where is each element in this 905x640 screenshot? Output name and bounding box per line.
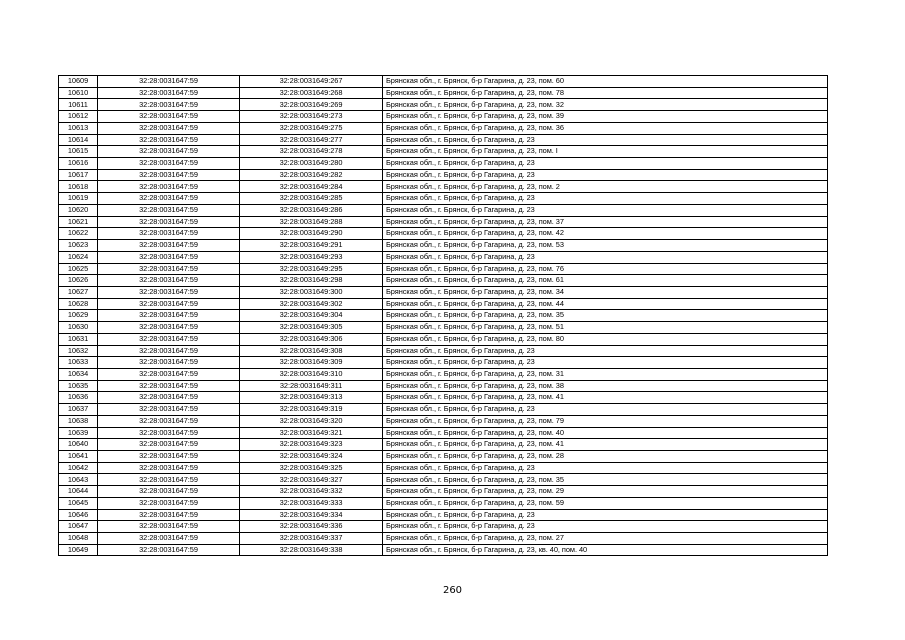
table-row xyxy=(59,497,828,509)
row-number-cell: 10645 xyxy=(59,497,98,509)
table-row xyxy=(59,462,828,474)
table-row xyxy=(59,111,828,123)
cadastral-number-cell: 32:28:0031649:293 xyxy=(240,251,383,263)
cadastral-number-cell: 32:28:0031649:282 xyxy=(240,169,383,181)
table-row xyxy=(59,368,828,380)
table-row xyxy=(59,404,828,416)
cadastral-number-cell: 32:28:0031649:324 xyxy=(240,451,383,463)
address-cell: Брянская обл., г. Брянск, б-р Гагарина, д. 23 xyxy=(383,462,828,474)
cadastral-block-cell: 32:28:0031647:59 xyxy=(98,322,240,334)
cadastral-block-cell: 32:28:0031647:59 xyxy=(98,298,240,310)
address-cell: Брянская обл., г. Брянск, б-р Гагарина, д. 23, пом. 38 xyxy=(383,380,828,392)
row-number-cell: 10633 xyxy=(59,357,98,369)
address-cell: Брянская обл., г. Брянск, б-р Гагарина, д. 23, пом. 78 xyxy=(383,87,828,99)
cadastral-block-cell: 32:28:0031647:59 xyxy=(98,404,240,416)
cadastral-number-cell: 32:28:0031649:320 xyxy=(240,415,383,427)
cadastral-number-cell: 32:28:0031649:273 xyxy=(240,111,383,123)
row-number-cell: 10611 xyxy=(59,99,98,111)
cadastral-block-cell: 32:28:0031647:59 xyxy=(98,251,240,263)
cadastral-number-cell: 32:28:0031649:305 xyxy=(240,322,383,334)
cadastral-number-cell: 32:28:0031649:268 xyxy=(240,87,383,99)
cadastral-number-cell: 32:28:0031649:288 xyxy=(240,216,383,228)
row-number-cell: 10639 xyxy=(59,427,98,439)
table-row xyxy=(59,99,828,111)
row-number-cell: 10647 xyxy=(59,521,98,533)
cadastral-number-cell: 32:28:0031649:334 xyxy=(240,509,383,521)
cadastral-number-cell: 32:28:0031649:333 xyxy=(240,497,383,509)
address-cell: Брянская обл., г. Брянск, б-р Гагарина, д. 23 xyxy=(383,509,828,521)
cadastral-number-cell: 32:28:0031649:336 xyxy=(240,521,383,533)
address-cell: Брянская обл., г. Брянск, б-р Гагарина, д. 23, пом. 29 xyxy=(383,486,828,498)
cadastral-block-cell: 32:28:0031647:59 xyxy=(98,497,240,509)
address-cell: Брянская обл., г. Брянск, б-р Гагарина, д. 23, пом. 36 xyxy=(383,122,828,134)
cadastral-block-cell: 32:28:0031647:59 xyxy=(98,533,240,545)
table-row xyxy=(59,275,828,287)
cadastral-number-cell: 32:28:0031649:302 xyxy=(240,298,383,310)
address-cell: Брянская обл., г. Брянск, б-р Гагарина, д. 23, пом. 80 xyxy=(383,333,828,345)
address-cell: Брянская обл., г. Брянск, б-р Гагарина, д. 23, пом. 53 xyxy=(383,240,828,252)
row-number-cell: 10616 xyxy=(59,158,98,170)
cadastral-number-cell: 32:28:0031649:285 xyxy=(240,193,383,205)
table-row xyxy=(59,427,828,439)
row-number-cell: 10642 xyxy=(59,462,98,474)
row-number-cell: 10636 xyxy=(59,392,98,404)
row-number-cell: 10631 xyxy=(59,333,98,345)
cadastral-number-cell: 32:28:0031649:311 xyxy=(240,380,383,392)
table-row xyxy=(59,216,828,228)
row-number-cell: 10648 xyxy=(59,533,98,545)
row-number-cell: 10641 xyxy=(59,451,98,463)
cadastral-block-cell: 32:28:0031647:59 xyxy=(98,158,240,170)
property-registry-table xyxy=(58,75,828,556)
cadastral-block-cell: 32:28:0031647:59 xyxy=(98,169,240,181)
table-row xyxy=(59,87,828,99)
address-cell: Брянская обл., г. Брянск, б-р Гагарина, д. 23, пом. 61 xyxy=(383,275,828,287)
table-row xyxy=(59,122,828,134)
row-number-cell: 10625 xyxy=(59,263,98,275)
table-row xyxy=(59,322,828,334)
table-row xyxy=(59,380,828,392)
table-row xyxy=(59,345,828,357)
row-number-cell: 10615 xyxy=(59,146,98,158)
cadastral-block-cell: 32:28:0031647:59 xyxy=(98,181,240,193)
table-row xyxy=(59,533,828,545)
cadastral-block-cell: 32:28:0031647:59 xyxy=(98,368,240,380)
row-number-cell: 10619 xyxy=(59,193,98,205)
table-row xyxy=(59,181,828,193)
cadastral-block-cell: 32:28:0031647:59 xyxy=(98,193,240,205)
cadastral-number-cell: 32:28:0031649:319 xyxy=(240,404,383,416)
row-number-cell: 10627 xyxy=(59,286,98,298)
cadastral-block-cell: 32:28:0031647:59 xyxy=(98,275,240,287)
cadastral-block-cell: 32:28:0031647:59 xyxy=(98,392,240,404)
address-cell: Брянская обл., г. Брянск, б-р Гагарина, д. 23, пом. 59 xyxy=(383,497,828,509)
table-row xyxy=(59,169,828,181)
table-row xyxy=(59,392,828,404)
address-cell: Брянская обл., г. Брянск, б-р Гагарина, д. 23, пом. 60 xyxy=(383,76,828,88)
cadastral-block-cell: 32:28:0031647:59 xyxy=(98,333,240,345)
cadastral-block-cell: 32:28:0031647:59 xyxy=(98,204,240,216)
row-number-cell: 10618 xyxy=(59,181,98,193)
address-cell: Брянская обл., г. Брянск, б-р Гагарина, д. 23, пом. 35 xyxy=(383,474,828,486)
cadastral-block-cell: 32:28:0031647:59 xyxy=(98,286,240,298)
table-row xyxy=(59,310,828,322)
cadastral-block-cell: 32:28:0031647:59 xyxy=(98,111,240,123)
cadastral-number-cell: 32:28:0031649:277 xyxy=(240,134,383,146)
cadastral-block-cell: 32:28:0031647:59 xyxy=(98,122,240,134)
cadastral-block-cell: 32:28:0031647:59 xyxy=(98,134,240,146)
row-number-cell: 10643 xyxy=(59,474,98,486)
address-cell: Брянская обл., г. Брянск, б-р Гагарина, д. 23, пом. 39 xyxy=(383,111,828,123)
cadastral-block-cell: 32:28:0031647:59 xyxy=(98,310,240,322)
table-row xyxy=(59,415,828,427)
page-number: 260 xyxy=(442,585,463,596)
cadastral-number-cell: 32:28:0031649:280 xyxy=(240,158,383,170)
row-number-cell: 10610 xyxy=(59,87,98,99)
table-row xyxy=(59,521,828,533)
cadastral-number-cell: 32:28:0031649:298 xyxy=(240,275,383,287)
row-number-cell: 10609 xyxy=(59,76,98,88)
address-cell: Брянская обл., г. Брянск, б-р Гагарина, д. 23, пом. 28 xyxy=(383,451,828,463)
table-row xyxy=(59,204,828,216)
table-row xyxy=(59,439,828,451)
cadastral-number-cell: 32:28:0031649:325 xyxy=(240,462,383,474)
address-cell: Брянская обл., г. Брянск, б-р Гагарина, д. 23, пом. 76 xyxy=(383,263,828,275)
address-cell: Брянская обл., г. Брянск, б-р Гагарина, д. 23, пом. 44 xyxy=(383,298,828,310)
cadastral-number-cell: 32:28:0031649:327 xyxy=(240,474,383,486)
row-number-cell: 10634 xyxy=(59,368,98,380)
cadastral-block-cell: 32:28:0031647:59 xyxy=(98,451,240,463)
row-number-cell: 10632 xyxy=(59,345,98,357)
row-number-cell: 10612 xyxy=(59,111,98,123)
cadastral-number-cell: 32:28:0031649:313 xyxy=(240,392,383,404)
cadastral-block-cell: 32:28:0031647:59 xyxy=(98,509,240,521)
cadastral-block-cell: 32:28:0031647:59 xyxy=(98,76,240,88)
address-cell: Брянская обл., г. Брянск, б-р Гагарина, д. 23, пом. 32 xyxy=(383,99,828,111)
table-row xyxy=(59,286,828,298)
cadastral-block-cell: 32:28:0031647:59 xyxy=(98,439,240,451)
cadastral-block-cell: 32:28:0031647:59 xyxy=(98,474,240,486)
table-row xyxy=(59,251,828,263)
row-number-cell: 10646 xyxy=(59,509,98,521)
cadastral-number-cell: 32:28:0031649:267 xyxy=(240,76,383,88)
table-row xyxy=(59,146,828,158)
table-row xyxy=(59,228,828,240)
table-row xyxy=(59,544,828,556)
cadastral-number-cell: 32:28:0031649:286 xyxy=(240,204,383,216)
row-number-cell: 10617 xyxy=(59,169,98,181)
cadastral-block-cell: 32:28:0031647:59 xyxy=(98,427,240,439)
table-row xyxy=(59,76,828,88)
cadastral-number-cell: 32:28:0031649:269 xyxy=(240,99,383,111)
row-number-cell: 10640 xyxy=(59,439,98,451)
table-row xyxy=(59,357,828,369)
address-cell: Брянская обл., г. Брянск, б-р Гагарина, д. 23 xyxy=(383,404,828,416)
address-cell: Брянская обл., г. Брянск, б-р Гагарина, д. 23, пом. 51 xyxy=(383,322,828,334)
row-number-cell: 10622 xyxy=(59,228,98,240)
address-cell: Брянская обл., г. Брянск, б-р Гагарина, д. 23, пом. 35 xyxy=(383,310,828,322)
cadastral-number-cell: 32:28:0031649:284 xyxy=(240,181,383,193)
cadastral-number-cell: 32:28:0031649:295 xyxy=(240,263,383,275)
address-cell: Брянская обл., г. Брянск, б-р Гагарина, д. 23, пом. 40 xyxy=(383,427,828,439)
cadastral-block-cell: 32:28:0031647:59 xyxy=(98,380,240,392)
row-number-cell: 10623 xyxy=(59,240,98,252)
cadastral-number-cell: 32:28:0031649:323 xyxy=(240,439,383,451)
address-cell: Брянская обл., г. Брянск, б-р Гагарина, д. 23, пом. 37 xyxy=(383,216,828,228)
cadastral-number-cell: 32:28:0031649:290 xyxy=(240,228,383,240)
cadastral-block-cell: 32:28:0031647:59 xyxy=(98,415,240,427)
address-cell: Брянская обл., г. Брянск, б-р Гагарина, д. 23 xyxy=(383,521,828,533)
row-number-cell: 10649 xyxy=(59,544,98,556)
cadastral-block-cell: 32:28:0031647:59 xyxy=(98,228,240,240)
address-cell: Брянская обл., г. Брянск, б-р Гагарина, д. 23, пом. 42 xyxy=(383,228,828,240)
row-number-cell: 10629 xyxy=(59,310,98,322)
row-number-cell: 10644 xyxy=(59,486,98,498)
table-row xyxy=(59,509,828,521)
address-cell: Брянская обл., г. Брянск, б-р Гагарина, д. 23 xyxy=(383,158,828,170)
cadastral-block-cell: 32:28:0031647:59 xyxy=(98,87,240,99)
cadastral-number-cell: 32:28:0031649:321 xyxy=(240,427,383,439)
cadastral-number-cell: 32:28:0031649:332 xyxy=(240,486,383,498)
address-cell: Брянская обл., г. Брянск, б-р Гагарина, д. 23, пом. 27 xyxy=(383,533,828,545)
table-row xyxy=(59,263,828,275)
cadastral-block-cell: 32:28:0031647:59 xyxy=(98,462,240,474)
cadastral-number-cell: 32:28:0031649:337 xyxy=(240,533,383,545)
cadastral-number-cell: 32:28:0031649:275 xyxy=(240,122,383,134)
row-number-cell: 10613 xyxy=(59,122,98,134)
cadastral-number-cell: 32:28:0031649:278 xyxy=(240,146,383,158)
cadastral-block-cell: 32:28:0031647:59 xyxy=(98,146,240,158)
address-cell: Брянская обл., г. Брянск, б-р Гагарина, д. 23, пом. 79 xyxy=(383,415,828,427)
cadastral-number-cell: 32:28:0031649:304 xyxy=(240,310,383,322)
table-row xyxy=(59,333,828,345)
address-cell: Брянская обл., г. Брянск, б-р Гагарина, д. 23, пом. 34 xyxy=(383,286,828,298)
table-row xyxy=(59,134,828,146)
cadastral-block-cell: 32:28:0031647:59 xyxy=(98,521,240,533)
address-cell: Брянская обл., г. Брянск, б-р Гагарина, д. 23, пом. 31 xyxy=(383,368,828,380)
cadastral-number-cell: 32:28:0031649:300 xyxy=(240,286,383,298)
address-cell: Брянская обл., г. Брянск, б-р Гагарина, д. 23 xyxy=(383,357,828,369)
table-row xyxy=(59,486,828,498)
table-row xyxy=(59,193,828,205)
row-number-cell: 10624 xyxy=(59,251,98,263)
cadastral-number-cell: 32:28:0031649:291 xyxy=(240,240,383,252)
row-number-cell: 10614 xyxy=(59,134,98,146)
cadastral-number-cell: 32:28:0031649:338 xyxy=(240,544,383,556)
row-number-cell: 10635 xyxy=(59,380,98,392)
cadastral-number-cell: 32:28:0031649:308 xyxy=(240,345,383,357)
row-number-cell: 10637 xyxy=(59,404,98,416)
row-number-cell: 10620 xyxy=(59,204,98,216)
address-cell: Брянская обл., г. Брянск, б-р Гагарина, д. 23, пом. 41 xyxy=(383,392,828,404)
address-cell: Брянская обл., г. Брянск, б-р Гагарина, д. 23 xyxy=(383,251,828,263)
address-cell: Брянская обл., г. Брянск, б-р Гагарина, д. 23, пом. 41 xyxy=(383,439,828,451)
cadastral-block-cell: 32:28:0031647:59 xyxy=(98,345,240,357)
row-number-cell: 10626 xyxy=(59,275,98,287)
cadastral-block-cell: 32:28:0031647:59 xyxy=(98,240,240,252)
table-row xyxy=(59,451,828,463)
row-number-cell: 10638 xyxy=(59,415,98,427)
cadastral-number-cell: 32:28:0031649:310 xyxy=(240,368,383,380)
cadastral-block-cell: 32:28:0031647:59 xyxy=(98,486,240,498)
row-number-cell: 10630 xyxy=(59,322,98,334)
address-cell: Брянская обл., г. Брянск, б-р Гагарина, д. 23 xyxy=(383,204,828,216)
address-cell: Брянская обл., г. Брянск, б-р Гагарина, д. 23, пом. 2 xyxy=(383,181,828,193)
address-cell: Брянская обл., г. Брянск, б-р Гагарина, д. 23 xyxy=(383,193,828,205)
cadastral-block-cell: 32:28:0031647:59 xyxy=(98,263,240,275)
cadastral-number-cell: 32:28:0031649:306 xyxy=(240,333,383,345)
table-row xyxy=(59,298,828,310)
table-row xyxy=(59,240,828,252)
cadastral-block-cell: 32:28:0031647:59 xyxy=(98,357,240,369)
cadastral-block-cell: 32:28:0031647:59 xyxy=(98,99,240,111)
address-cell: Брянская обл., г. Брянск, б-р Гагарина, д. 23 xyxy=(383,134,828,146)
cadastral-block-cell: 32:28:0031647:59 xyxy=(98,216,240,228)
address-cell: Брянская обл., г. Брянск, б-р Гагарина, д. 23 xyxy=(383,169,828,181)
row-number-cell: 10621 xyxy=(59,216,98,228)
address-cell: Брянская обл., г. Брянск, б-р Гагарина, д. 23, кв. 40, пом. 40 xyxy=(383,544,828,556)
table-row xyxy=(59,474,828,486)
address-cell: Брянская обл., г. Брянск, б-р Гагарина, д. 23 xyxy=(383,345,828,357)
address-cell: Брянская обл., г. Брянск, б-р Гагарина, д. 23, пом. I xyxy=(383,146,828,158)
table-row xyxy=(59,158,828,170)
registry-table-body xyxy=(59,76,828,556)
cadastral-number-cell: 32:28:0031649:309 xyxy=(240,357,383,369)
row-number-cell: 10628 xyxy=(59,298,98,310)
cadastral-block-cell: 32:28:0031647:59 xyxy=(98,544,240,556)
